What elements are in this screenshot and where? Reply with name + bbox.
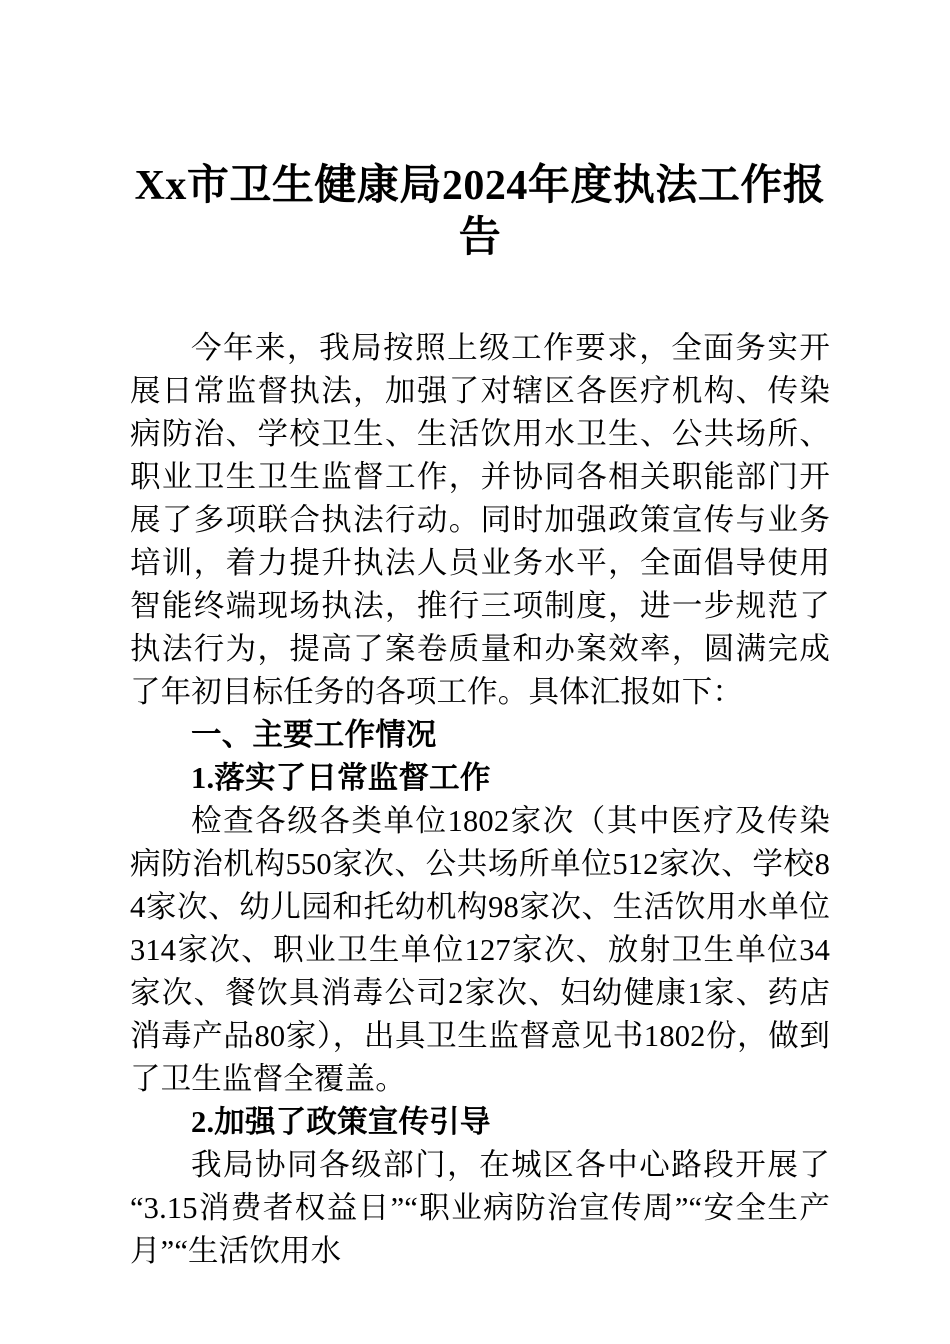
document-content — [130, 0, 830, 1273]
heading-section-1: 一、主要工作情况 — [191, 718, 437, 752]
paragraph-item-2: 我局协同各级部门，在城区各中心路段开展了“3.15消费者权益日”“职业病防治宣传周”“安全生产月”“生活饮用水 — [130, 1148, 830, 1268]
page-title: Xx市卫生健康局2024年度执法工作报告 — [134, 163, 826, 261]
opening-paragraph: 今年来，我局按照上级工作要求，全面务实开展日常监督执法，加强了对辖区各医疗机构、传染病防治、学校卫生、生活饮用水卫生、公共场所、职业卫生卫生监督工作，并协同各相关职能部门开展了多项联合执法行动。同时加强政策宣传与业务培训，着力提升执法人员业务水平，全面倡导使用智能终端现场执法，推行三项制度，进一步规范了执法行为，提高了案卷质量和办案效率，圆满完成了年初目标任务的各项工作。具体汇报如下： — [130, 331, 830, 709]
heading-item-2: 2.加强了政策宣传引导 — [191, 1105, 491, 1139]
paragraph-item-1: 检查各级各类单位1802家次（其中医疗及传染病防治机构550家次、公共场所单位512家次、学校84家次、幼儿园和托幼机构98家次、生活饮用水单位314家次、职业卫生单位127家次、放射卫生单位34家次、餐饮具消毒公司2家次、妇幼健康1家、药店消毒产品80家），出具卫生监督意见书1802份，做到了卫生监督全覆盖。 — [130, 804, 830, 1096]
heading-item-1: 1.落实了日常监督工作 — [191, 761, 491, 795]
